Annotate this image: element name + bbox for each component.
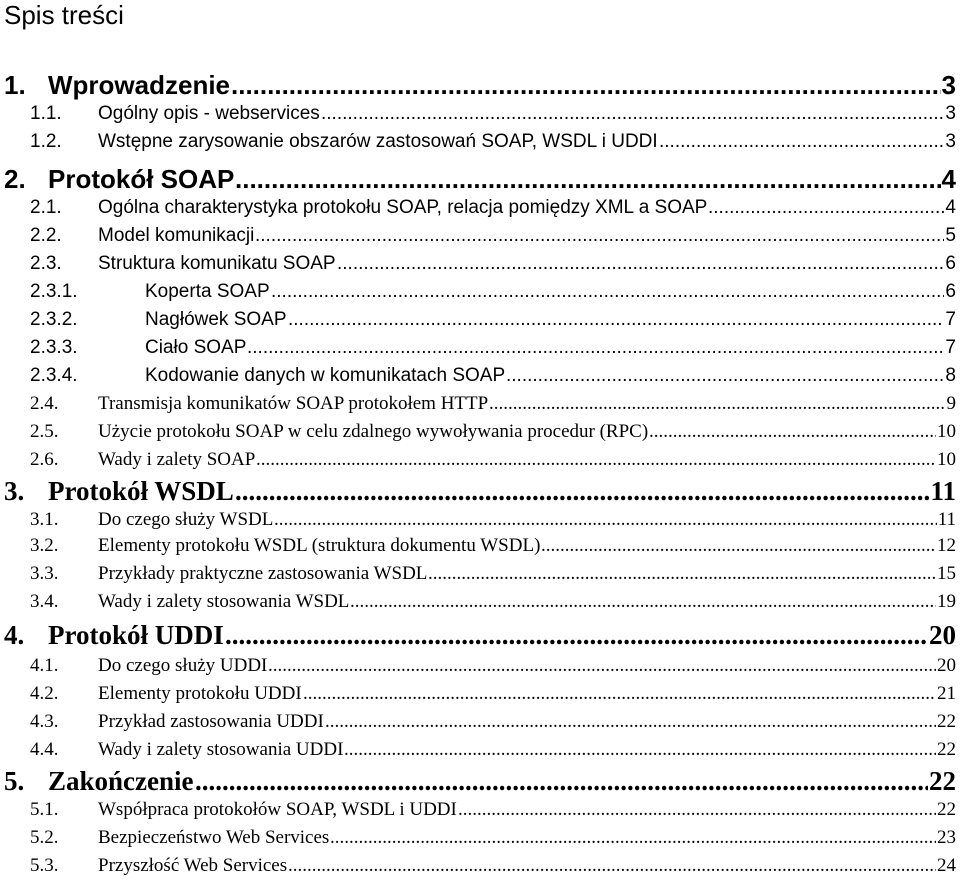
toc-entry-number: 1.1. [30,103,62,124]
toc-entry-leader-dots [247,336,944,360]
toc-entry[interactable] [0,224,960,248]
toc-entry-number: 5. [4,766,25,796]
toc-entry[interactable] [0,102,960,126]
toc-entry-leader-dots [458,798,936,822]
toc-entry-page: 9 [946,393,956,414]
toc-entry-number: 2. [4,164,26,194]
toc-entry[interactable] [0,798,960,822]
toc-entry-number: 4.3. [30,711,59,732]
toc-entry-label: Wady i zalety stosowania WSDL [98,591,350,612]
toc-entry-leader-dots [235,476,929,506]
toc-entry-number: 1.2. [30,131,62,152]
toc-entry-number: 1. [4,70,26,100]
toc-entry-page: 12 [937,535,956,556]
toc-entry-number: 4.4. [30,739,59,760]
toc-entry[interactable] [0,476,960,506]
toc-entry[interactable] [0,508,960,532]
toc-entry-page: 22 [929,766,956,796]
toc-entry-leader-dots [330,826,936,850]
toc-entry-number: 4. [4,620,25,650]
toc-entry-leader-dots [489,392,946,416]
toc-entry[interactable] [0,130,960,154]
toc-entry-page: 6 [945,253,956,274]
toc-entry-number: 3. [4,476,25,506]
toc-entry-leader-dots [708,196,944,220]
toc-entry-number: 2.3.4. [30,365,78,386]
toc-entry[interactable] [0,854,960,878]
toc-entry-label: Protokół SOAP [48,164,235,194]
toc-entry-number: 2.1. [30,197,62,218]
toc-entry[interactable] [0,420,960,444]
toc-entry[interactable] [0,534,960,558]
toc-entry-leader-dots [235,164,941,194]
toc-entry[interactable] [0,766,960,796]
toc-entry-label: Przykłady praktyczne zastosowania WSDL [98,563,428,584]
toc-entry-leader-dots [337,252,944,276]
toc-entry-number: 2.3. [30,253,62,274]
toc-entry[interactable] [0,364,960,388]
toc-entry-page: 22 [937,739,956,760]
toc-entry-number: 3.3. [30,563,59,584]
toc-entry-label: Koperta SOAP [145,281,270,302]
toc-entry-leader-dots [649,420,936,444]
toc-entry[interactable] [0,590,960,614]
toc-entry-page: 7 [945,309,956,330]
toc-entry-label: Wady i zalety SOAP [98,449,256,470]
toc-entry[interactable] [0,826,960,850]
toc-entry-page: 3 [945,103,956,124]
toc-entry-label: Nagłówek SOAP [145,309,287,330]
toc-entry-number: 2.2. [30,225,62,246]
toc-entry-label: Użycie protokołu SOAP w celu zdalnego wywoływania procedur (RPC) [98,421,649,442]
toc-entry-number: 3.2. [30,535,59,556]
toc-entry-label: Protokół WSDL [48,476,234,506]
toc-entry-label: Transmisja komunikatów SOAP protokołem HTTP [98,393,489,414]
toc-entry-number: 2.3.3. [30,337,78,358]
toc-entry-page: 20 [929,620,956,650]
toc-entry-page: 8 [945,365,956,386]
toc-entry[interactable] [0,710,960,734]
toc-entry-leader-dots [271,280,944,304]
toc-entry[interactable] [0,682,960,706]
toc-entry-page: 3 [941,70,956,100]
toc-entry-leader-dots [255,224,944,248]
toc-entry-number: 2.5. [30,421,59,442]
toc-entry-label: Kodowanie danych w komunikatach SOAP [145,365,506,386]
toc-entry-leader-dots [288,854,936,878]
toc-entry[interactable] [0,196,960,220]
toc-entry-page: 20 [937,655,956,676]
toc-entry-label: Ciało SOAP [145,337,247,358]
toc-entry[interactable] [0,392,960,416]
toc-entry-leader-dots [231,70,941,100]
toc-entry-leader-dots [344,738,936,762]
toc-entry-label: Wprowadzenie [48,70,231,100]
toc-entry-leader-dots [303,682,936,706]
toc-entry-number: 5.1. [30,799,59,820]
toc-entry-label: Do czego służy WSDL [98,509,274,530]
toc-entry-number: 4.1. [30,655,59,676]
toc-entry-label: Współpraca protokołów SOAP, WSDL i UDDI [98,799,457,820]
toc-entry-page: 4 [945,197,956,218]
toc-entry-number: 2.3.1. [30,281,78,302]
toc-title: Spis treści [4,0,124,30]
toc-entry-page: 6 [945,281,956,302]
toc-entry-label: Przykład zastosowania UDDI [98,711,324,732]
toc-entry-page: 4 [941,164,956,194]
toc-entry-page: 22 [937,711,956,732]
toc-entry[interactable] [0,448,960,472]
toc-entry-leader-dots [195,766,928,796]
toc-entry-number: 3.1. [30,509,59,530]
toc-entry-number: 2.6. [30,449,59,470]
toc-entry-label: Protokół UDDI [48,620,224,650]
toc-entry-leader-dots [268,654,936,678]
toc-entry[interactable] [0,280,960,304]
toc-entry-label: Wady i zalety stosowania UDDI [98,739,344,760]
toc-entry-page: 10 [937,421,956,442]
toc-entry-leader-dots [225,620,928,650]
toc-entry-page: 23 [937,827,956,848]
toc-entry-page: 21 [937,683,956,704]
toc-entry-number: 2.3.2. [30,309,78,330]
toc-entry-label: Przyszłość Web Services [98,855,288,876]
toc-entry[interactable] [0,308,960,332]
toc-entry-page: 24 [937,855,956,876]
toc-entry-leader-dots [256,448,936,472]
toc-entry-label: Ogólny opis - webservices [98,103,320,124]
toc-entry-leader-dots [428,562,936,586]
toc-entry[interactable] [0,562,960,586]
toc-entry-label: Wstępne zarysowanie obszarów zastosowań SOAP, WSDL i UDDI [98,131,658,152]
toc-entry[interactable] [0,654,960,678]
toc-entry-page: 7 [945,337,956,358]
toc-entry-number: 2.4. [30,393,59,414]
toc-entry-page: 11 [930,476,956,506]
toc-entry-label: Elementy protokołu WSDL (struktura dokumentu WSDL) [98,535,541,556]
toc-entry[interactable] [0,336,960,360]
toc-entry-page: 19 [937,591,956,612]
toc-entry-page: 15 [937,563,956,584]
toc-entry-leader-dots [506,364,944,388]
toc-entry-page: 11 [937,509,956,530]
toc-entry[interactable] [0,252,960,276]
toc-entry-leader-dots [541,534,936,558]
toc-entry[interactable] [0,620,960,650]
toc-entry-label: Struktura komunikatu SOAP [98,253,336,274]
toc-entry-leader-dots [659,130,944,154]
toc-entry-page: 22 [937,799,956,820]
toc-entry-label: Elementy protokołu UDDI [98,683,302,704]
toc-entry-label: Model komunikacji [98,225,255,246]
toc-entry-number: 5.3. [30,855,59,876]
toc-entry-number: 5.2. [30,827,59,848]
toc-entry-page: 5 [945,225,956,246]
toc-entry-leader-dots [288,308,944,332]
toc-entry-label: Do czego służy UDDI [98,655,268,676]
toc-entry-page: 10 [937,449,956,470]
toc-entry-label: Ogólna charakterystyka protokołu SOAP, relacja pomiędzy XML a SOAP [98,197,708,218]
toc-entry-leader-dots [274,508,937,532]
toc-entry-label: Zakończenie [48,766,194,796]
toc-entry-page: 3 [945,131,956,152]
toc-entry-leader-dots [325,710,936,734]
toc-entry[interactable] [0,70,960,100]
toc-entry-leader-dots [321,102,944,126]
toc-entry[interactable] [0,164,960,194]
toc-entry-label: Bezpieczeństwo Web Services [98,827,330,848]
toc-entry-number: 3.4. [30,591,59,612]
toc-entry-number: 4.2. [30,683,59,704]
toc-entry-leader-dots [350,590,936,614]
toc-entry[interactable] [0,738,960,762]
